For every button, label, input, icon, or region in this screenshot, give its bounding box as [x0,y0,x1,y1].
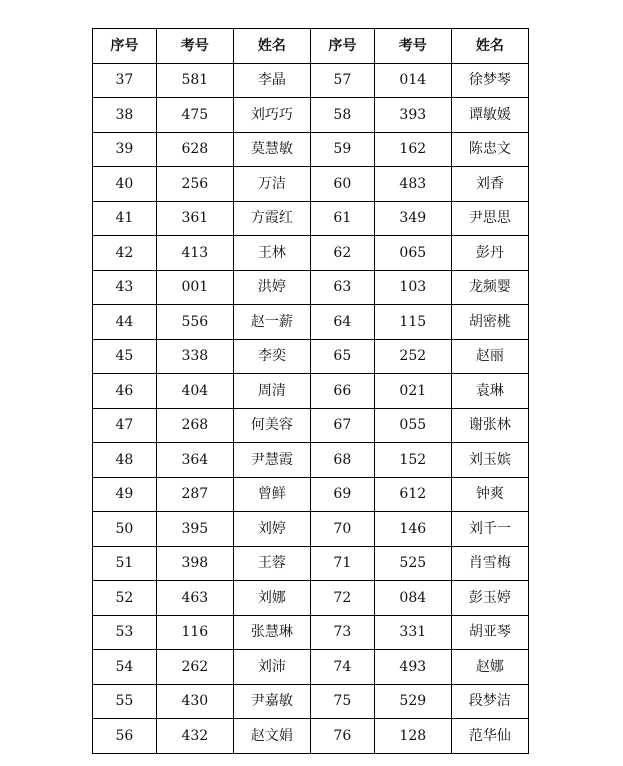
cell-seq: 44 [93,305,157,340]
cell-seq: 58 [310,98,374,133]
cell-seq: 55 [93,684,157,719]
cell-seq: 73 [310,615,374,650]
header-seq: 序号 [310,29,374,64]
cell-name: 彭丹 [451,236,528,271]
table-row [93,132,529,167]
cell-exam-no: 404 [156,374,233,409]
cell-name: 赵娜 [451,650,528,685]
table-row [93,684,529,719]
cell-seq: 71 [310,546,374,581]
table-row [93,650,529,685]
table-row [93,270,529,305]
cell-exam-no: 361 [156,201,233,236]
cell-exam-no: 084 [374,581,451,616]
cell-seq: 42 [93,236,157,271]
table-row [93,236,529,271]
cell-exam-no: 349 [374,201,451,236]
table-row [93,546,529,581]
cell-seq: 76 [310,719,374,754]
cell-seq: 57 [310,63,374,98]
cell-exam-no: 256 [156,167,233,202]
cell-name: 尹嘉敏 [233,684,310,719]
cell-exam-no: 398 [156,546,233,581]
cell-name: 何美容 [233,408,310,443]
header-name: 姓名 [451,29,528,64]
cell-exam-no: 287 [156,477,233,512]
table-row [93,374,529,409]
cell-seq: 59 [310,132,374,167]
cell-exam-no: 463 [156,581,233,616]
cell-name: 范华仙 [451,719,528,754]
cell-seq: 56 [93,719,157,754]
cell-seq: 68 [310,443,374,478]
table-row [93,167,529,202]
cell-seq: 47 [93,408,157,443]
cell-name: 王蓉 [233,546,310,581]
cell-name: 赵文娟 [233,719,310,754]
cell-exam-no: 364 [156,443,233,478]
cell-name: 赵丽 [451,339,528,374]
cell-exam-no: 262 [156,650,233,685]
cell-name: 刘千一 [451,512,528,547]
cell-seq: 52 [93,581,157,616]
cell-exam-no: 146 [374,512,451,547]
cell-exam-no: 021 [374,374,451,409]
cell-exam-no: 252 [374,339,451,374]
header-row [93,29,529,64]
cell-name: 彭玉婷 [451,581,528,616]
cell-exam-no: 525 [374,546,451,581]
cell-seq: 61 [310,201,374,236]
cell-name: 刘香 [451,167,528,202]
cell-exam-no: 493 [374,650,451,685]
cell-name: 洪婷 [233,270,310,305]
table-row [93,305,529,340]
cell-seq: 43 [93,270,157,305]
cell-name: 龙频婴 [451,270,528,305]
table-row [93,512,529,547]
table-row [93,477,529,512]
cell-exam-no: 162 [374,132,451,167]
cell-seq: 41 [93,201,157,236]
cell-exam-no: 395 [156,512,233,547]
cell-exam-no: 001 [156,270,233,305]
cell-exam-no: 612 [374,477,451,512]
cell-seq: 74 [310,650,374,685]
cell-seq: 60 [310,167,374,202]
cell-name: 李晶 [233,63,310,98]
cell-exam-no: 116 [156,615,233,650]
cell-name: 方霞红 [233,201,310,236]
cell-name: 谢张林 [451,408,528,443]
cell-name: 刘巧巧 [233,98,310,133]
cell-exam-no: 065 [374,236,451,271]
header-seq: 序号 [93,29,157,64]
cell-name: 徐梦琴 [451,63,528,98]
cell-name: 刘沛 [233,650,310,685]
table-header [93,29,529,64]
cell-name: 尹思思 [451,201,528,236]
cell-name: 刘玉嫔 [451,443,528,478]
cell-seq: 50 [93,512,157,547]
header-name: 姓名 [233,29,310,64]
cell-name: 肖雪梅 [451,546,528,581]
cell-seq: 38 [93,98,157,133]
cell-exam-no: 055 [374,408,451,443]
cell-seq: 63 [310,270,374,305]
cell-exam-no: 529 [374,684,451,719]
cell-exam-no: 331 [374,615,451,650]
cell-exam-no: 128 [374,719,451,754]
cell-name: 万洁 [233,167,310,202]
cell-seq: 45 [93,339,157,374]
cell-name: 段梦洁 [451,684,528,719]
cell-seq: 48 [93,443,157,478]
cell-seq: 72 [310,581,374,616]
table-row [93,339,529,374]
cell-exam-no: 393 [374,98,451,133]
cell-seq: 37 [93,63,157,98]
table-row [93,201,529,236]
cell-exam-no: 338 [156,339,233,374]
cell-name: 胡亚琴 [451,615,528,650]
table-body [93,63,529,753]
cell-name: 曾鲜 [233,477,310,512]
cell-name: 莫慧敏 [233,132,310,167]
cell-name: 李奕 [233,339,310,374]
table-row [93,63,529,98]
cell-seq: 66 [310,374,374,409]
cell-seq: 75 [310,684,374,719]
cell-name: 谭敏媛 [451,98,528,133]
cell-name: 张慧琳 [233,615,310,650]
cell-name: 钟爽 [451,477,528,512]
table-row [93,98,529,133]
cell-name: 王林 [233,236,310,271]
cell-seq: 54 [93,650,157,685]
cell-name: 周清 [233,374,310,409]
cell-exam-no: 430 [156,684,233,719]
cell-seq: 69 [310,477,374,512]
cell-name: 胡密桃 [451,305,528,340]
cell-name: 刘娜 [233,581,310,616]
cell-exam-no: 152 [374,443,451,478]
table-row [93,443,529,478]
cell-seq: 39 [93,132,157,167]
cell-exam-no: 628 [156,132,233,167]
table-row [93,719,529,754]
cell-name: 刘婷 [233,512,310,547]
cell-exam-no: 014 [374,63,451,98]
cell-name: 陈忠文 [451,132,528,167]
cell-exam-no: 413 [156,236,233,271]
cell-seq: 70 [310,512,374,547]
header-exam-no: 考号 [374,29,451,64]
cell-exam-no: 475 [156,98,233,133]
cell-seq: 64 [310,305,374,340]
cell-exam-no: 556 [156,305,233,340]
cell-seq: 53 [93,615,157,650]
cell-name: 袁琳 [451,374,528,409]
candidate-roster-table [92,28,529,754]
cell-seq: 49 [93,477,157,512]
cell-seq: 40 [93,167,157,202]
cell-seq: 62 [310,236,374,271]
table-row [93,408,529,443]
table-row [93,581,529,616]
header-exam-no: 考号 [156,29,233,64]
cell-seq: 51 [93,546,157,581]
cell-name: 尹慧霞 [233,443,310,478]
cell-exam-no: 115 [374,305,451,340]
cell-seq: 46 [93,374,157,409]
cell-exam-no: 483 [374,167,451,202]
cell-exam-no: 103 [374,270,451,305]
cell-seq: 65 [310,339,374,374]
cell-seq: 67 [310,408,374,443]
cell-name: 赵一薪 [233,305,310,340]
table-row [93,615,529,650]
cell-exam-no: 432 [156,719,233,754]
cell-exam-no: 268 [156,408,233,443]
cell-exam-no: 581 [156,63,233,98]
